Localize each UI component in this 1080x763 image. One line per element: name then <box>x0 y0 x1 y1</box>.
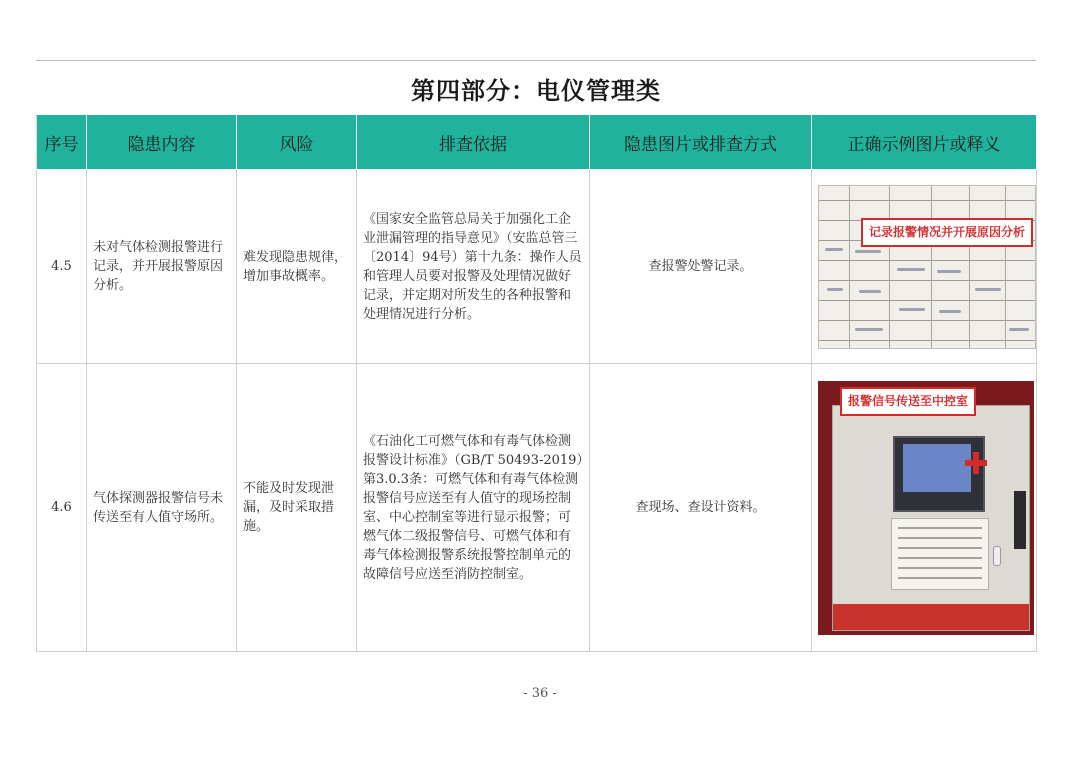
header-cell-index: 序号 <box>37 115 87 170</box>
table-row <box>37 170 1037 364</box>
example-cell <box>812 170 1037 364</box>
side-device <box>1014 491 1026 549</box>
controller-nameplate <box>833 604 1029 630</box>
basis-text: 《石油化工可燃气体和有毒气体检测报警设计标准》（GB/T 50493-2019）第3.0.3条：可燃气体和有毒气体检测报警信号应送至有人值守的现场控制室、中心控制室等进行显示报警；可燃气体二级报警信号、可燃气体和有毒气体检测报警系统报警控制单元的故障信号应送至消防控制室。 <box>357 364 590 652</box>
alarm-controller-photo <box>818 381 1034 635</box>
row-number: 4.5 <box>37 170 87 364</box>
check-method: 查报警处警记录。 <box>590 170 812 364</box>
section-title-bar <box>36 60 1036 115</box>
page-number: - 36 - <box>523 686 557 701</box>
instruction-label <box>891 518 989 590</box>
header-cell-risk: 风险 <box>237 115 357 170</box>
example-cell <box>812 364 1037 652</box>
hazard-content: 气体探测器报警信号未传送至有人值守场所。 <box>87 364 237 652</box>
alarm-record-sheet-photo <box>818 185 1036 349</box>
risk-text: 不能及时发现泄漏，及时采取措施。 <box>237 364 357 652</box>
header-cell-hazard: 隐患内容 <box>87 115 237 170</box>
row-number: 4.6 <box>37 364 87 652</box>
risk-text: 难发现隐患规律，增加事故概率。 <box>237 170 357 364</box>
header-cell-example: 正确示例图片或释义 <box>812 115 1037 170</box>
example-callout: 记录报警情况并开展原因分析 <box>861 218 1033 247</box>
section-title: 第四部分：电仪管理类 <box>411 76 661 105</box>
example-callout: 报警信号传送至中控室 <box>840 387 976 416</box>
table-header-row <box>37 115 1037 170</box>
controller-display <box>893 436 985 512</box>
header-cell-basis: 排查依据 <box>357 115 590 170</box>
alarm-controller-cabinet <box>832 405 1030 631</box>
table-row <box>37 364 1037 652</box>
red-cross-icon <box>965 452 987 474</box>
hazard-content: 未对气体检测报警进行记录，并开展报警原因分析。 <box>87 170 237 364</box>
basis-text: 《国家安全监管总局关于加强化工企业泄漏管理的指导意见》（安监总管三〔2014〕94号）第十九条：操作人员和管理人员要对报警及处理情况做好记录，并定期对所发生的各种报警和处理情况进行分析。 <box>357 170 590 364</box>
hazard-table <box>36 114 1037 652</box>
check-method: 查现场、查设计资料。 <box>590 364 812 652</box>
header-cell-method: 隐患图片或排查方式 <box>590 115 812 170</box>
key-switch-icon <box>993 546 1001 566</box>
